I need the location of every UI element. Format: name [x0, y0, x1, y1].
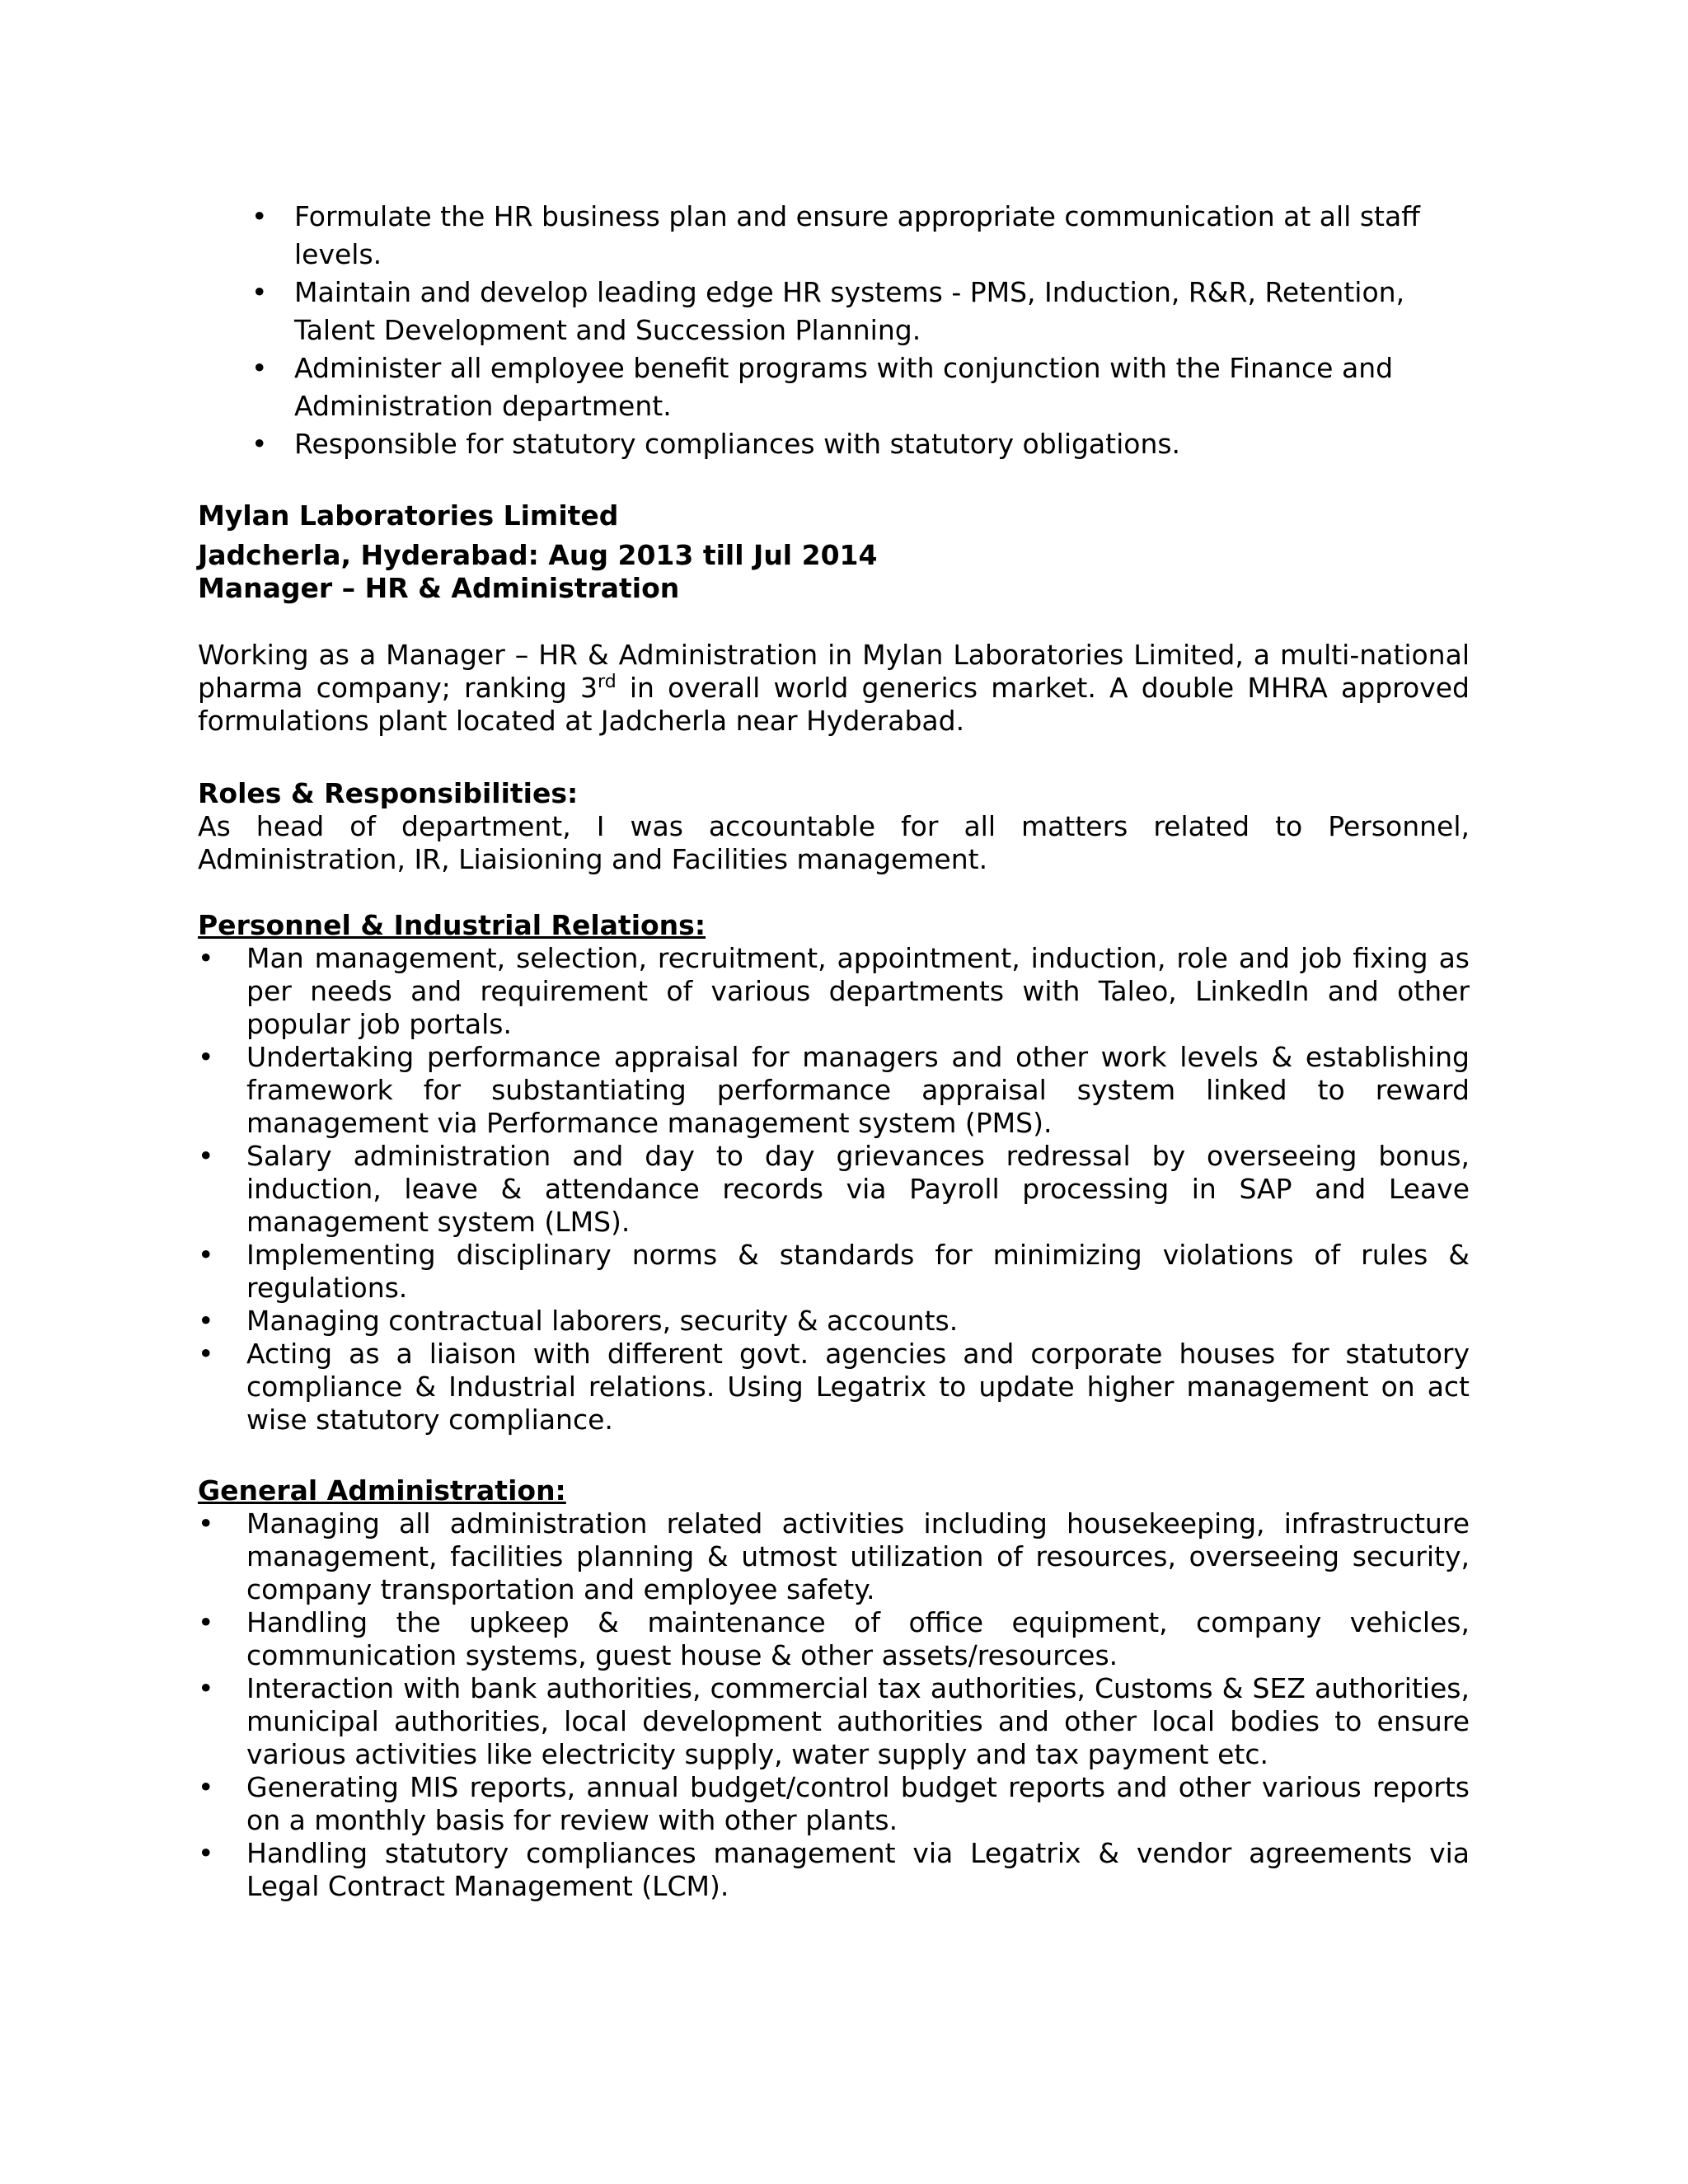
location-dates: Jadcherla, Hyderabad: Aug 2013 till Jul 2014	[198, 539, 878, 571]
list-item: • Salary administration and day to day grievances redressal by overseeing bonus, induction, leave & attendance records via Payroll processing in SAP and Leave management system (LMS).	[198, 1140, 1470, 1239]
list-item: • Managing contractual laborers, security & accounts.	[198, 1305, 1470, 1338]
admin-list	[198, 1507, 1470, 1903]
list-item: • Handling the upkeep & maintenance of office equipment, company vehicles, communication systems, guest house & other assets/resources.	[198, 1606, 1470, 1672]
summary-superscript: rd	[598, 672, 617, 692]
admin-heading: General Administration:	[198, 1474, 566, 1507]
summary-text: Working as a Manager – HR & Administration in Mylan Laboratories Limited, a multi-national pharma company; ranking 3	[198, 639, 1470, 704]
list-item: • Implementing disciplinary norms & standards for minimizing violations of rules & regulations.	[198, 1239, 1470, 1305]
list-item: • Managing all administration related activities including housekeeping, infrastructure management, facilities planning & utmost utilization of resources, overseeing security, company transportation and employee safety.	[198, 1507, 1470, 1606]
company-name: Mylan Laboratories Limited	[198, 499, 619, 532]
summary-text-rest: in overall world generics market. A double MHRA approved formulations plant located at Jadcherla near Hyderabad.	[198, 672, 1470, 737]
list-item: • Man management, selection, recruitment, appointment, induction, role and job fixing as per needs and requirement of various departments with Taleo, LinkedIn and other popular job portals.	[198, 942, 1470, 1041]
list-item: • Interaction with bank authorities, commercial tax authorities, Customs & SEZ authorities, municipal authorities, local development authorities and other local bodies to ensure various activities like electricity supply, water supply and tax payment etc.	[198, 1672, 1470, 1771]
responsibilities-list	[251, 198, 1470, 463]
designation: Manager – HR & Administration	[198, 572, 680, 604]
roles-heading: Roles & Responsibilities:	[198, 777, 579, 809]
summary-paragraph	[198, 639, 1470, 738]
personnel-list	[198, 942, 1470, 1436]
personnel-heading: Personnel & Industrial Relations:	[198, 909, 706, 941]
list-item: • Maintain and develop leading edge HR systems - PMS, Induction, R&R, Retention, Talent Development and Succession Planning.	[251, 274, 1470, 349]
list-item: • Administer all employee benefit programs with conjunction with the Finance and Administration department.	[251, 349, 1470, 425]
list-item: • Acting as a liaison with different govt. agencies and corporate houses for statutory compliance & Industrial relations. Using Legatrix to update higher management on act wise statutory compliance.	[198, 1338, 1470, 1436]
list-item: • Handling statutory compliances management via Legatrix & vendor agreements via Legal Contract Management (LCM).	[198, 1837, 1470, 1903]
list-item: • Undertaking performance appraisal for managers and other work levels & establishing framework for substantiating performance appraisal system linked to reward management via Performance management system (PMS).	[198, 1041, 1470, 1140]
list-item: • Formulate the HR business plan and ensure appropriate communication at all staff levels.	[251, 198, 1470, 274]
list-item: • Responsible for statutory compliances with statutory obligations.	[251, 425, 1470, 463]
list-item: • Generating MIS reports, annual budget/control budget reports and other various reports on a monthly basis for review with other plants.	[198, 1771, 1470, 1837]
roles-paragraph: As head of department, I was accountable for all matters related to Personnel, Administration, IR, Liaisioning and Facilities management.	[198, 810, 1470, 875]
